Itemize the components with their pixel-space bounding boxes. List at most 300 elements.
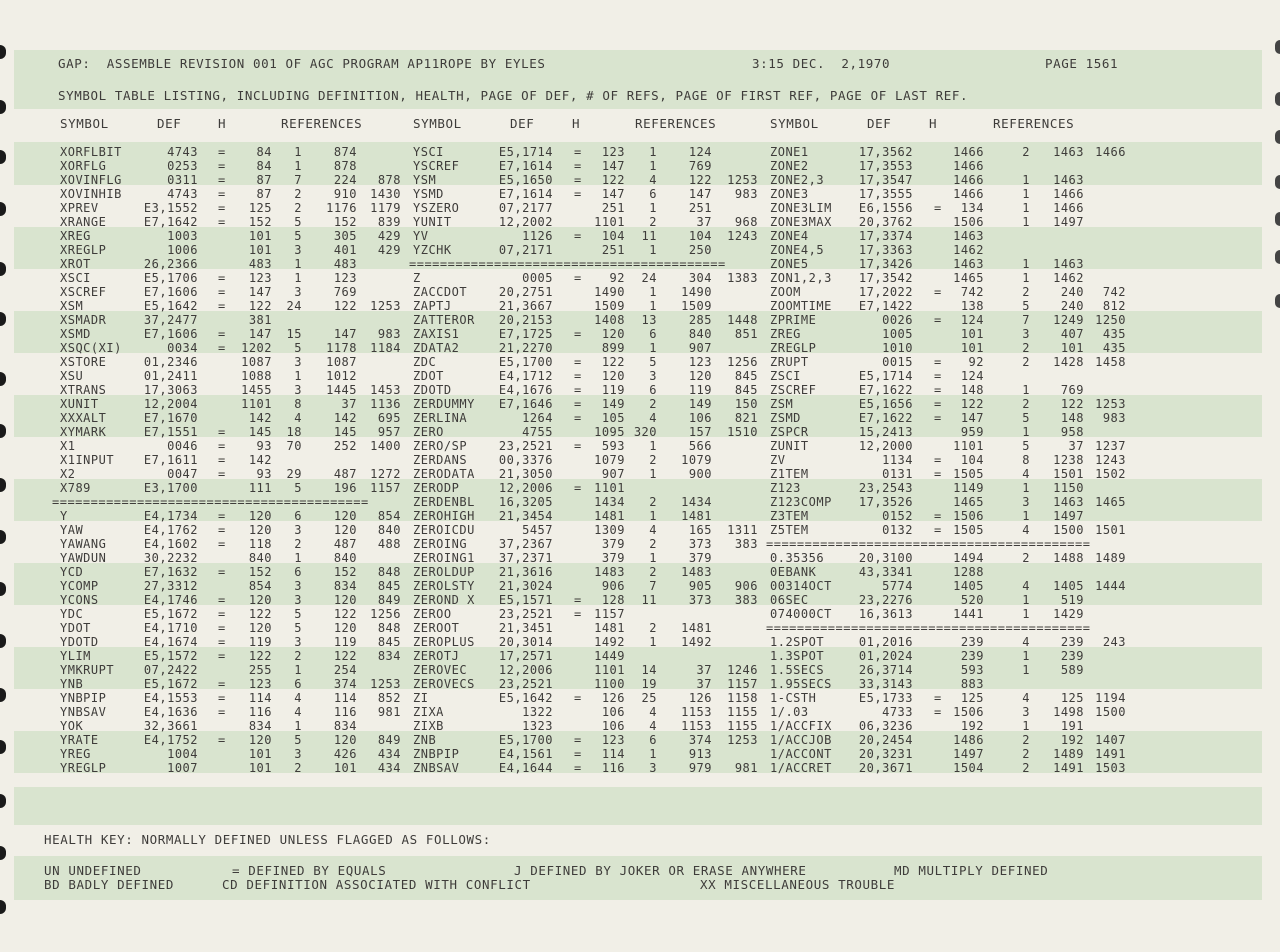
first-ref-cell: 1012 [326, 369, 357, 383]
def-page-cell: 1434 [594, 495, 625, 509]
health-flag-cell: = [218, 523, 226, 537]
last-ref-cell: 849 [377, 733, 401, 747]
symbol-cell: YRATE [60, 733, 99, 747]
def-page-cell: 104 [601, 229, 625, 243]
col3-table-row [0, 313, 1280, 327]
definition-cell: 23,2521 [498, 439, 553, 453]
first-ref-cell: 239 [1060, 635, 1084, 649]
definition-cell: 17,3555 [858, 187, 913, 201]
first-ref-cell: 122 [688, 173, 712, 187]
symbol-cell: ZEROTJ [413, 649, 460, 663]
symbol-cell: ZRUPT [770, 355, 809, 369]
last-ref-cell: 834 [377, 649, 401, 663]
def-page-cell: 126 [601, 691, 625, 705]
last-ref-cell: 243 [1102, 635, 1126, 649]
symbol-cell: ZSCREF [770, 383, 817, 397]
ref-count-cell: 5 [294, 229, 302, 243]
health-flag-cell: = [218, 649, 226, 663]
last-ref-cell: 1253 [1095, 397, 1126, 411]
symbol-cell: XRANGE [60, 215, 107, 229]
green-band [14, 787, 1262, 825]
health-flag-cell: = [218, 733, 226, 747]
def-page-cell: 1309 [594, 523, 625, 537]
first-ref-cell: 1079 [681, 453, 712, 467]
col3-table-row [0, 551, 1280, 565]
health-flag-cell: = [934, 383, 942, 397]
col1-def-header: DEF [157, 116, 182, 131]
symbol-cell: ZEROLDUP [413, 565, 475, 579]
ref-count-cell: 1 [1022, 215, 1030, 229]
ref-count-cell: 6 [649, 327, 657, 341]
symbol-cell: ZAXIS1 [413, 327, 460, 341]
definition-cell: 0046 [167, 439, 198, 453]
definition-cell: E5,1656 [858, 397, 913, 411]
health-flag-cell: = [218, 467, 226, 481]
definition-cell: 12,2000 [858, 439, 913, 453]
def-page-cell: 87 [256, 173, 272, 187]
def-page-cell: 123 [601, 733, 625, 747]
last-ref-cell: 1194 [1095, 691, 1126, 705]
symbol-cell: YSMD [413, 187, 444, 201]
ref-count-cell: 3 [649, 369, 657, 383]
ref-count-cell: 1 [649, 439, 657, 453]
ref-count-cell: 2 [1022, 397, 1030, 411]
symbol-cell: XSQC(XI) [60, 341, 122, 355]
first-ref-cell: 1238 [1053, 453, 1084, 467]
ref-count-cell: 5 [649, 355, 657, 369]
symbol-cell: ZERO [413, 425, 444, 439]
first-ref-cell: 1497 [1053, 509, 1084, 523]
ref-count-cell: 1 [294, 257, 302, 271]
last-ref-cell: 383 [734, 537, 758, 551]
definition-cell: 5774 [882, 579, 913, 593]
def-page-cell: 742 [960, 285, 984, 299]
symbol-cell: XROT [60, 257, 91, 271]
first-ref-cell: 104 [688, 229, 712, 243]
symbol-cell: XSMD [60, 327, 91, 341]
definition-cell: 0132 [882, 523, 913, 537]
symbol-cell: ZDATA2 [413, 341, 460, 355]
col3-table-row [0, 257, 1280, 271]
def-page-cell: 148 [960, 383, 984, 397]
health-flag-cell: = [218, 593, 226, 607]
first-ref-cell: 1466 [1053, 187, 1084, 201]
ref-count-cell: 2 [649, 537, 657, 551]
def-page-cell: 1483 [594, 565, 625, 579]
def-page-cell: 1288 [953, 565, 984, 579]
first-ref-cell: 250 [688, 243, 712, 257]
symbol-cell: ZOOM [770, 285, 801, 299]
def-page-cell: 119 [248, 635, 272, 649]
definition-cell: E5,1642 [143, 299, 198, 313]
def-page-cell: 251 [601, 201, 625, 215]
first-ref-cell: 120 [688, 369, 712, 383]
definition-cell: E7,1725 [498, 327, 553, 341]
last-ref-cell: 1272 [370, 467, 401, 481]
definition-cell: 16,3613 [858, 607, 913, 621]
ref-count-cell: 29 [286, 467, 302, 481]
def-page-cell: 87 [256, 187, 272, 201]
last-ref-cell: 1243 [727, 229, 758, 243]
definition-cell: 15,2413 [858, 425, 913, 439]
symbol-cell: YZCHK [413, 243, 452, 257]
ref-count-cell: 5 [294, 481, 302, 495]
definition-cell: 0026 [882, 313, 913, 327]
ref-count-cell: 4 [649, 719, 657, 733]
def-page-cell: 1466 [953, 159, 984, 173]
first-ref-cell: 1463 [1053, 145, 1084, 159]
last-ref-cell: 839 [377, 215, 401, 229]
col3-references-header: REFERENCES [993, 116, 1075, 131]
def-page-cell: 128 [601, 593, 625, 607]
symbol-cell: ZEROICDU [413, 523, 475, 537]
definition-cell: 12,2004 [143, 397, 198, 411]
definition-cell: 21,3616 [498, 565, 553, 579]
first-ref-cell: 1249 [1053, 313, 1084, 327]
ref-count-cell: 1 [294, 369, 302, 383]
ref-count-cell: 3 [294, 355, 302, 369]
symbol-cell: YDC [60, 607, 84, 621]
definition-cell: 0015 [882, 355, 913, 369]
ref-count-cell: 4 [649, 411, 657, 425]
last-ref-cell: 845 [377, 635, 401, 649]
ref-count-cell: 15 [286, 327, 302, 341]
definition-cell: E4,1710 [143, 621, 198, 635]
def-page-cell: 149 [601, 397, 625, 411]
ref-count-cell: 4 [294, 691, 302, 705]
listing-subtitle: SYMBOL TABLE LISTING, INCLUDING DEFINITION, HEALTH, PAGE OF DEF, # OF REFS, PAGE OF FIRST REF, PAGE OF LAST REF. [58, 88, 969, 103]
last-ref-cell: 840 [377, 523, 401, 537]
ref-count-cell: 1 [649, 201, 657, 215]
ref-count-cell: 2 [294, 187, 302, 201]
col3-table-row [0, 411, 1280, 425]
feed-hole [1275, 130, 1280, 144]
last-ref-cell: 851 [734, 327, 758, 341]
ref-count-cell: 3 [294, 243, 302, 257]
def-page-cell: 101 [248, 229, 272, 243]
last-ref-cell: 1400 [370, 439, 401, 453]
ref-count-cell: 2 [649, 495, 657, 509]
feed-hole [0, 900, 6, 914]
def-page-cell: 1101 [594, 215, 625, 229]
last-ref-cell: 1155 [727, 719, 758, 733]
ref-count-cell: 7 [1022, 313, 1030, 327]
last-ref-cell: 695 [377, 411, 401, 425]
ref-count-cell: 1 [294, 719, 302, 733]
last-ref-cell: 981 [377, 705, 401, 719]
definition-cell: 07,2422 [143, 663, 198, 677]
ref-count-cell: 5 [294, 341, 302, 355]
definition-cell: 12,2006 [498, 663, 553, 677]
first-ref-cell: 840 [333, 551, 357, 565]
first-ref-cell: 120 [333, 621, 357, 635]
health-flag-cell: = [218, 621, 226, 635]
definition-cell: E5,1714 [498, 145, 553, 159]
health-flag-cell: = [218, 159, 226, 173]
feed-hole [0, 100, 6, 114]
ref-count-cell: 6 [294, 677, 302, 691]
first-ref-cell: 122 [1060, 397, 1084, 411]
first-ref-cell: 958 [1060, 425, 1084, 439]
health-flag-cell: = [934, 691, 942, 705]
definition-cell: 01,2016 [858, 635, 913, 649]
health-flag-cell: = [934, 369, 942, 383]
symbol-cell: 00314OCT [770, 579, 832, 593]
col3-table-row [0, 229, 1280, 243]
col3-table-row [0, 215, 1280, 229]
symbol-cell: ZNBSAV [413, 761, 460, 775]
ref-count-cell: 2 [294, 201, 302, 215]
definition-cell: 01,2346 [143, 355, 198, 369]
ref-count-cell: 1 [1022, 593, 1030, 607]
symbol-cell: ZNB [413, 733, 437, 747]
ref-count-cell: 1 [1022, 719, 1030, 733]
def-page-cell: 84 [256, 145, 272, 159]
first-ref-cell: 116 [333, 705, 357, 719]
def-page-cell: 101 [248, 747, 272, 761]
definition-cell: 21,3024 [498, 579, 553, 593]
first-ref-cell: 374 [688, 733, 712, 747]
symbol-cell: 1.3SPOT [770, 649, 825, 663]
symbol-cell: ZONE5 [770, 257, 809, 271]
def-page-cell: 105 [601, 411, 625, 425]
def-page-cell: 120 [601, 327, 625, 341]
symbol-cell: YAWDUN [60, 551, 107, 565]
health-flag-cell: = [218, 187, 226, 201]
ref-count-cell: 5 [294, 215, 302, 229]
health-flag-cell: = [934, 467, 942, 481]
last-ref-cell: 849 [377, 593, 401, 607]
def-page-cell: 1506 [953, 215, 984, 229]
symbol-cell: X1INPUT [60, 453, 115, 467]
first-ref-cell: 101 [1060, 341, 1084, 355]
first-ref-cell: 126 [688, 691, 712, 705]
ref-count-cell: 19 [641, 677, 657, 691]
ref-count-cell: 1 [649, 747, 657, 761]
health-key-conflict: CD DEFINITION ASSOCIATED WITH CONFLICT [222, 877, 531, 892]
definition-cell: E7,1670 [143, 411, 198, 425]
definition-cell: 17,3562 [858, 145, 913, 159]
definition-cell: E5,1650 [498, 173, 553, 187]
symbol-cell: YNB [60, 677, 84, 691]
symbol-cell: Z5TEM [770, 523, 809, 537]
def-page-cell: 1494 [953, 551, 984, 565]
symbol-cell: YDOT [60, 621, 91, 635]
col3-def-header: DEF [867, 116, 892, 131]
definition-cell: 37,2371 [498, 551, 553, 565]
first-ref-cell: 1490 [681, 285, 712, 299]
first-ref-cell: 124 [688, 145, 712, 159]
last-ref-cell: 1184 [370, 341, 401, 355]
last-ref-cell: 1155 [727, 705, 758, 719]
symbol-cell: Z1TEM [770, 467, 809, 481]
first-ref-cell: 1429 [1053, 607, 1084, 621]
health-key-title: HEALTH KEY: NORMALLY DEFINED UNLESS FLAGGED AS FOLLOWS: [44, 832, 491, 847]
ref-count-cell: 1 [649, 509, 657, 523]
col3-table-row [0, 649, 1280, 663]
def-page-cell: 118 [248, 537, 272, 551]
def-page-cell: 152 [248, 565, 272, 579]
definition-cell: 17,3426 [858, 257, 913, 271]
first-ref-cell: 374 [333, 677, 357, 691]
def-page-cell: 114 [601, 747, 625, 761]
col3-table-row [0, 635, 1280, 649]
def-page-cell: 1497 [953, 747, 984, 761]
def-page-cell: 1408 [594, 313, 625, 327]
col3-table-row [0, 481, 1280, 495]
ref-count-cell: 14 [641, 663, 657, 677]
health-flag-cell: = [934, 313, 942, 327]
health-flag-cell: = [934, 509, 942, 523]
symbol-cell: XTRANS [60, 383, 107, 397]
health-key-misc: XX MISCELLANEOUS TROUBLE [700, 877, 896, 892]
first-ref-cell: 120 [333, 523, 357, 537]
health-flag-cell: = [218, 327, 226, 341]
first-ref-cell: 1491 [1053, 761, 1084, 775]
definition-cell: 4743 [167, 145, 198, 159]
symbol-cell: YNBSAV [60, 705, 107, 719]
def-page-cell: 959 [960, 425, 984, 439]
last-ref-cell: 1253 [727, 733, 758, 747]
def-page-cell: 593 [960, 663, 984, 677]
definition-cell: 1323 [522, 719, 553, 733]
definition-cell: E4,1712 [498, 369, 553, 383]
ref-count-cell: 1 [649, 635, 657, 649]
symbol-cell: ZACCDOT [413, 285, 468, 299]
ref-count-cell: 6 [294, 565, 302, 579]
definition-cell: E5,1571 [498, 593, 553, 607]
def-page-cell: 1202 [241, 341, 272, 355]
health-flag-cell: = [218, 201, 226, 215]
ref-count-cell: 1 [649, 285, 657, 299]
health-flag-cell: = [218, 341, 226, 355]
symbol-cell: 0EBANK [770, 565, 817, 579]
ref-count-cell: 2 [1022, 285, 1030, 299]
symbol-cell: X2 [60, 467, 76, 481]
last-ref-cell: 957 [377, 425, 401, 439]
first-ref-cell: 120 [333, 509, 357, 523]
first-ref-cell: 125 [1060, 691, 1084, 705]
col3-table-row [0, 495, 1280, 509]
health-flag-cell: = [574, 369, 582, 383]
first-ref-cell: 285 [688, 313, 712, 327]
definition-cell: 17,3363 [858, 243, 913, 257]
first-ref-cell: 407 [1060, 327, 1084, 341]
def-page-cell: 1101 [953, 439, 984, 453]
symbol-cell: YSZERO [413, 201, 460, 215]
definition-cell: 0047 [167, 467, 198, 481]
first-ref-cell: 1483 [681, 565, 712, 579]
ref-count-cell: 1 [294, 663, 302, 677]
separator-line: ========================================== [766, 537, 1091, 551]
last-ref-cell: 383 [734, 593, 758, 607]
definition-cell: 5457 [522, 523, 553, 537]
ref-count-cell: 2 [649, 621, 657, 635]
ref-count-cell: 70 [286, 439, 302, 453]
first-ref-cell: 119 [333, 635, 357, 649]
ref-count-cell: 2 [294, 761, 302, 775]
def-page-cell: 106 [601, 719, 625, 733]
definition-cell: 0034 [167, 341, 198, 355]
definition-cell: 16,3205 [498, 495, 553, 509]
ref-count-cell: 1 [1022, 187, 1030, 201]
last-ref-cell: 1448 [727, 313, 758, 327]
definition-cell: E4,1636 [143, 705, 198, 719]
ref-count-cell: 1 [1022, 383, 1030, 397]
last-ref-cell: 983 [377, 327, 401, 341]
def-page-cell: 192 [960, 719, 984, 733]
last-ref-cell: 1237 [1095, 439, 1126, 453]
definition-cell: 21,3451 [498, 621, 553, 635]
def-page-cell: 122 [960, 397, 984, 411]
ref-count-cell: 8 [1022, 453, 1030, 467]
ref-count-cell: 1 [649, 243, 657, 257]
first-ref-cell: 834 [333, 579, 357, 593]
first-ref-cell: 149 [688, 397, 712, 411]
definition-cell: 32,3661 [143, 719, 198, 733]
health-flag-cell: = [574, 187, 582, 201]
ref-count-cell: 7 [294, 173, 302, 187]
first-ref-cell: 1462 [1053, 271, 1084, 285]
col3-table-row [0, 705, 1280, 719]
symbol-cell: ZONE3 [770, 187, 809, 201]
def-page-cell: 125 [960, 691, 984, 705]
definition-cell: 1010 [882, 341, 913, 355]
ref-count-cell: 3 [294, 635, 302, 649]
first-ref-cell: 37 [696, 663, 712, 677]
symbol-cell: XORFLBIT [60, 145, 122, 159]
col3-table-row [0, 355, 1280, 369]
first-ref-cell: 1481 [681, 621, 712, 635]
symbol-cell: Z123COMP [770, 495, 832, 509]
col3-table-row [0, 761, 1280, 775]
first-ref-cell: 239 [1060, 649, 1084, 663]
def-page-cell: 907 [601, 467, 625, 481]
col2-symbol-header: SYMBOL [413, 116, 462, 131]
ref-count-cell: 11 [641, 593, 657, 607]
definition-cell: 37,2477 [143, 313, 198, 327]
last-ref-cell: 1256 [727, 355, 758, 369]
definition-cell: 20,3014 [498, 635, 553, 649]
ref-count-cell: 2 [1022, 145, 1030, 159]
def-page-cell: 147 [601, 159, 625, 173]
last-ref-cell: 1500 [1095, 705, 1126, 719]
symbol-cell: Z [413, 271, 421, 285]
definition-cell: 37,2367 [498, 537, 553, 551]
def-page-cell: 1095 [594, 425, 625, 439]
def-page-cell: 1405 [953, 579, 984, 593]
last-ref-cell: 435 [1102, 341, 1126, 355]
definition-cell: E5,1700 [498, 355, 553, 369]
symbol-cell: YMKRUPT [60, 663, 115, 677]
col1-references-header: REFERENCES [281, 116, 363, 131]
symbol-cell: XXXALT [60, 411, 107, 425]
def-page-cell: 1079 [594, 453, 625, 467]
health-key-multiply: MD MULTIPLY DEFINED [894, 863, 1049, 878]
last-ref-cell: 1383 [727, 271, 758, 285]
def-page-cell: 142 [248, 453, 272, 467]
symbol-cell: 1/ACCFIX [770, 719, 832, 733]
first-ref-cell: 373 [688, 537, 712, 551]
first-ref-cell: 900 [688, 467, 712, 481]
def-page-cell: 906 [601, 579, 625, 593]
def-page-cell: 251 [601, 243, 625, 257]
ref-count-cell: 5 [294, 607, 302, 621]
col2-references-header: REFERENCES [635, 116, 717, 131]
definition-cell: E4,1734 [143, 509, 198, 523]
last-ref-cell: 429 [377, 229, 401, 243]
definition-cell: 0152 [882, 509, 913, 523]
